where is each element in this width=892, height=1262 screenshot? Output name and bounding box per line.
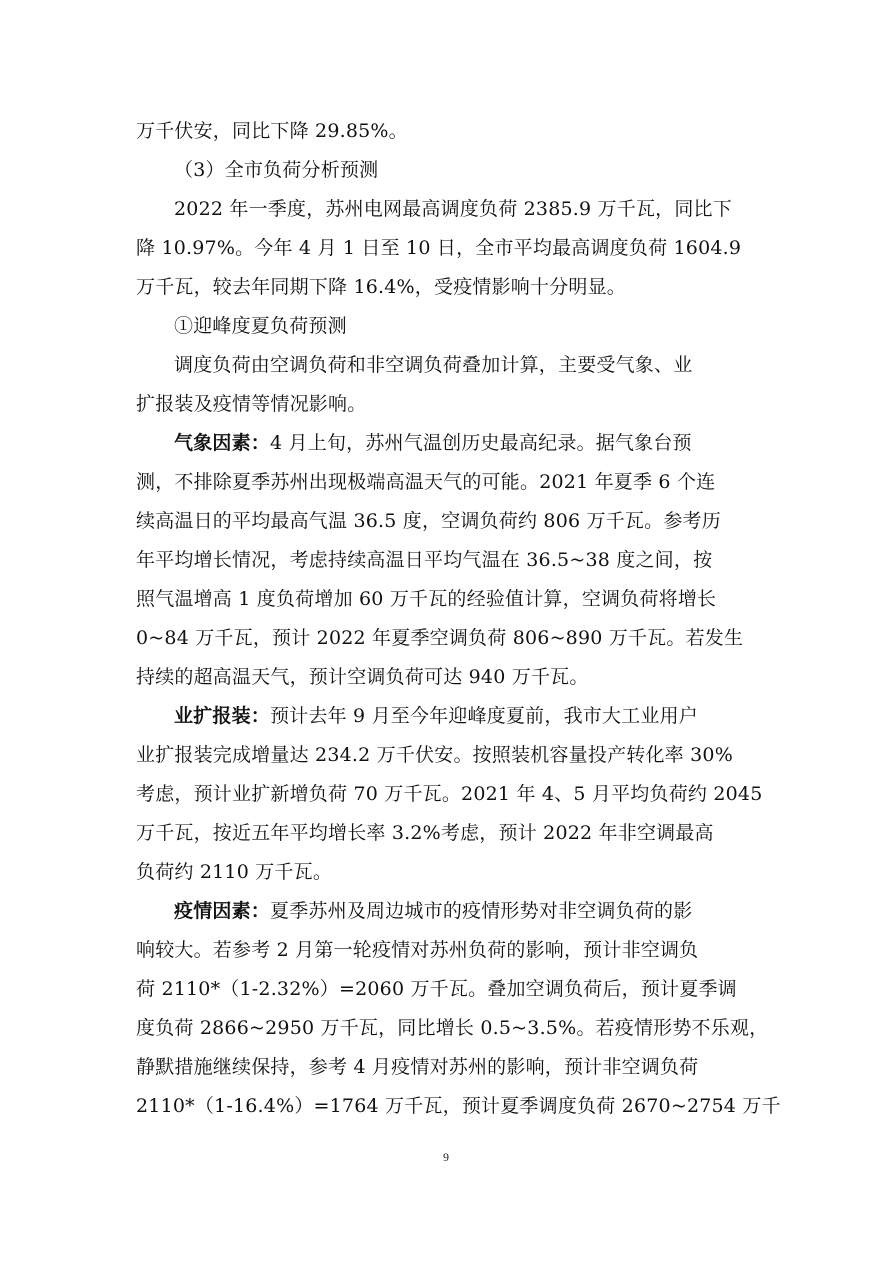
paragraph-line: [136, 697, 752, 736]
paragraph-line: 续高温日的平均最高气温 36.5 度，空调负荷约 806 万千瓦。参考历: [136, 510, 721, 532]
paragraph-line: 考虑，预计业扩新增负荷 70 万千瓦。2021 年 4、5 月平均负荷约 2045: [136, 783, 763, 805]
subsection-heading: ①迎峰度夏负荷预测: [174, 315, 347, 337]
paragraph-line: 持续的超高温天气，预计空调负荷可达 940 万千瓦。: [136, 666, 589, 688]
paragraph-line: 静默措施继续保持，参考 4 月疫情对苏州的影响，预计非空调负荷: [136, 1056, 699, 1078]
paragraph-line: 度负荷 2866~2950 万千瓦，同比增长 0.5~3.5%。若疫情形势不乐观，: [136, 1017, 769, 1039]
page-number: 9: [443, 1150, 449, 1164]
paragraph-line: 荷 2110*（1-2.32%）=2060 万千瓦。叠加空调负荷后，预计夏季调: [136, 978, 737, 1000]
epidemic-factors-label: 疫情因素：: [174, 900, 271, 922]
paragraph-line: 调度负荷由空调负荷和非空调负荷叠加计算，主要受气象、业: [174, 354, 693, 376]
paragraph-line: 测，不排除夏季苏州出现极端高温天气的可能。2021 年夏季 6 个连: [136, 471, 716, 493]
paragraph-line: 2110*（1-16.4%）=1764 万千瓦，预计夏季调度负荷 2670~2754 万千: [136, 1095, 781, 1117]
paragraph-line: 万千瓦，按近五年平均增长率 3.2%考虑，预计 2022 年非空调最高: [136, 822, 714, 844]
paragraph-line: 业扩报装完成增量达 234.2 万千伏安。按照装机容量投产转化率 30%: [136, 744, 733, 766]
paragraph-line: 年平均增长情况，考虑持续高温日平均气温在 36.5~38 度之间，按: [136, 549, 713, 571]
paragraph-line: 负荷约 2110 万千瓦。: [136, 861, 333, 883]
meteorological-factors-label: 气象因素：: [174, 432, 271, 454]
paragraph-line: 0~84 万千瓦，预计 2022 年夏季空调负荷 806~890 万千瓦。若发生: [136, 627, 744, 649]
section-heading: （3）全市负荷分析预测: [174, 159, 379, 181]
paragraph-line: [136, 424, 752, 463]
paragraph-line: 2022 年一季度，苏州电网最高调度负荷 2385.9 万千瓦，同比下: [174, 198, 732, 220]
paragraph-line: 万千瓦，较去年同期下降 16.4%，受疫情影响十分明显。: [136, 276, 626, 298]
paragraph-text: 4 月上旬，苏州气温创历史最高纪录。据气象台预: [270, 432, 692, 454]
paragraph-text: 预计去年 9 月至今年迎峰度夏前，我市大工业用户: [270, 705, 698, 727]
business-expansion-label: 业扩报装：: [174, 705, 271, 727]
paragraph-line: 响较大。若参考 2 月第一轮疫情对苏州负荷的影响，预计非空调负: [136, 939, 699, 961]
document-body: [136, 112, 781, 1126]
paragraph-line: 降 10.97%。今年 4 月 1 日至 10 日，全市平均最高调度负荷 1604.9: [136, 237, 742, 259]
paragraph-line: 万千伏安，同比下降 29.85%。: [136, 120, 408, 142]
paragraph-line: [136, 892, 752, 931]
paragraph-line: 照气温增高 1 度负荷增加 60 万千瓦的经验值计算，空调负荷将增长: [136, 588, 717, 610]
paragraph-line: 扩报装及疫情等情况影响。: [136, 393, 367, 415]
paragraph-text: 夏季苏州及周边城市的疫情形势对非空调负荷的影: [270, 900, 693, 922]
